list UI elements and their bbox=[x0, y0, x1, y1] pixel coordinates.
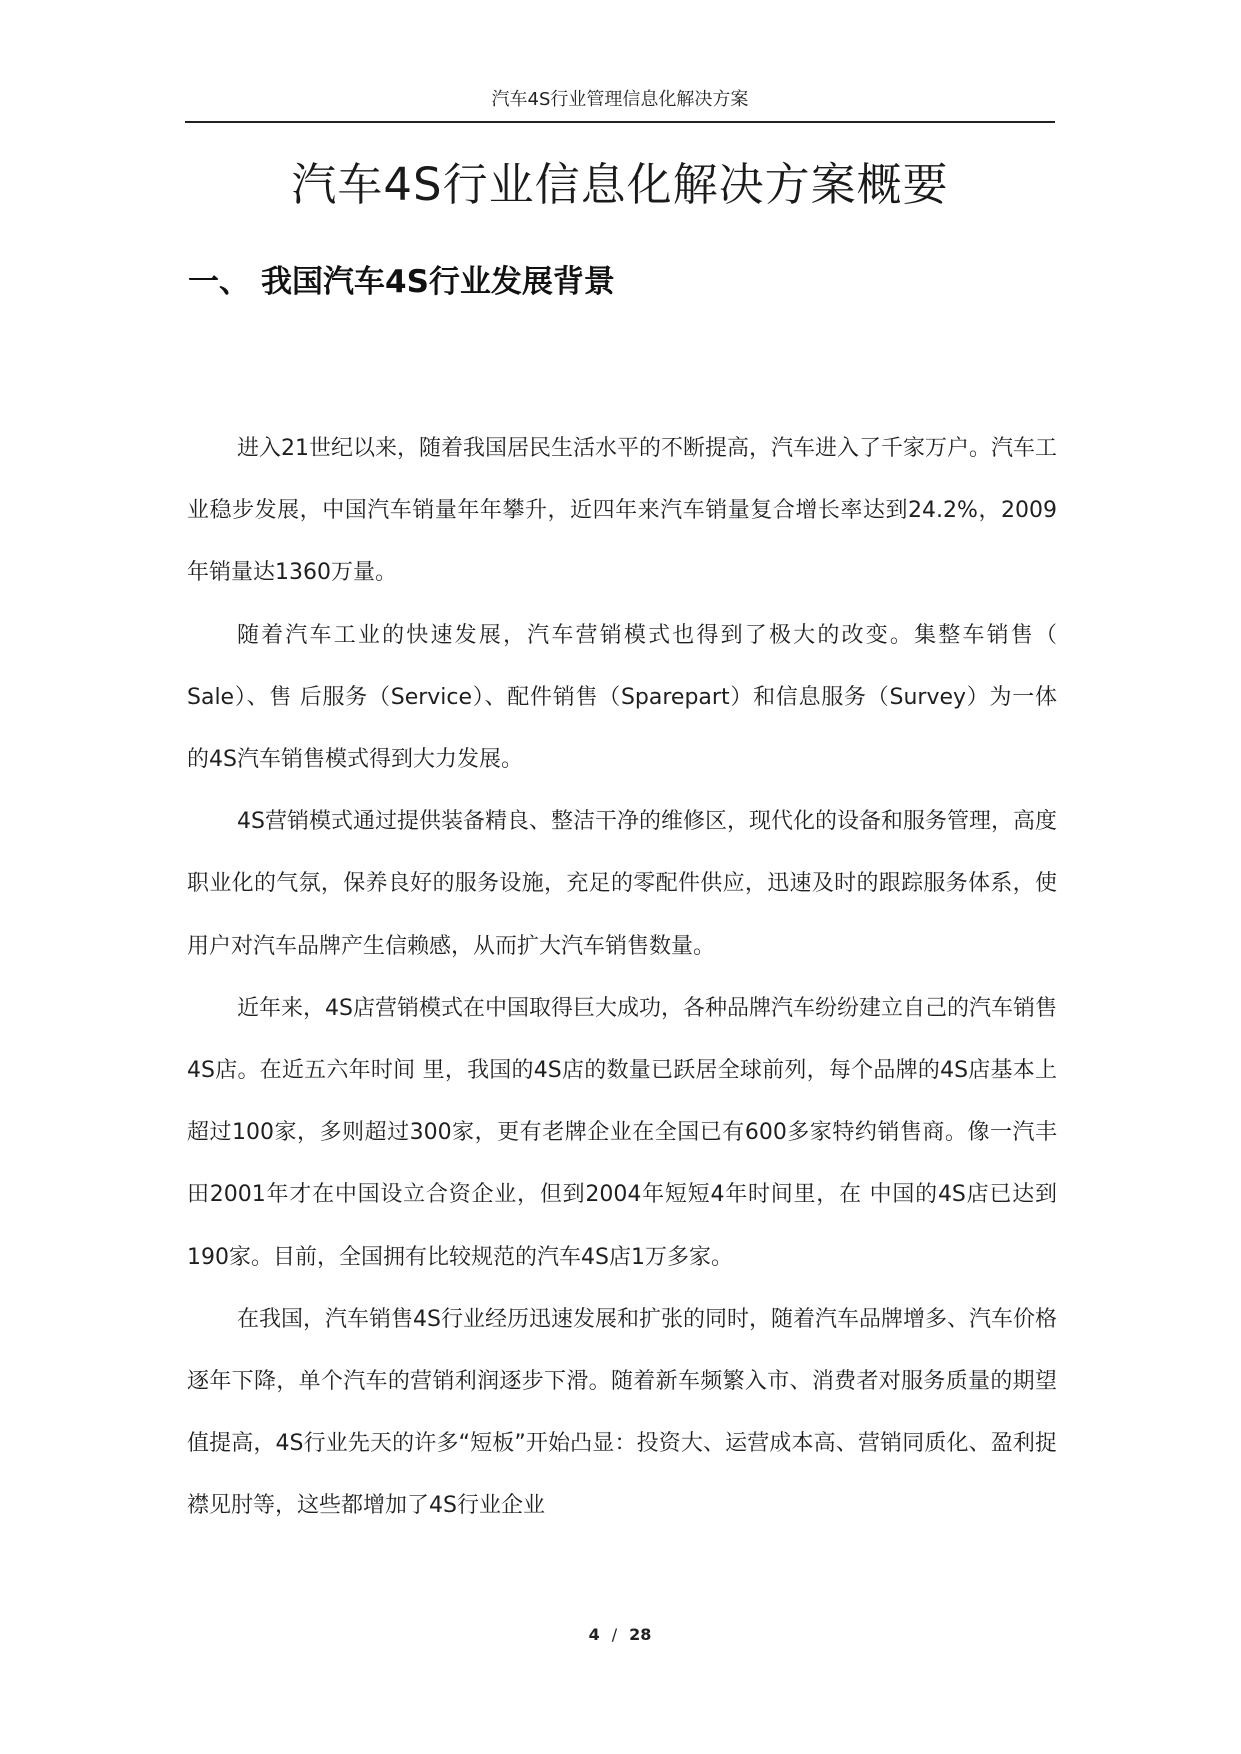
paragraph: 随着汽车工业的快速发展，汽车营销模式也得到了极大的改变。集整车销售（ Sale）、售 后服务（Service）、配件销售（Sparepart）和信息服务（Survey）为一体的4S汽车销售模式得到大力发展。 bbox=[187, 622, 1057, 773]
section-heading bbox=[188, 262, 615, 302]
paragraph: 进入21世纪以来，随着我国居民生活水平的不断提高，汽车进入了千家万户。汽车工业稳步发展，中国汽车销量年年攀升，近四年来汽车销量复合增长率达到24.2%，2009年销量达1360万量。 bbox=[187, 436, 1057, 586]
paragraph: 近年来，4S店营销模式在中国取得巨大成功，各种品牌汽车纷纷建立自己的汽车销售4S店。在近五六年时间 里，我国的4S店的数量已跃居全球前列，每个品牌的4S店基本上超过100家，多则超过300家，更有老牌企业在全国已有600多家特约销售商。像一汽丰田2001年才在中国设立合资企业，但到2004年短短4年时间里，在 中国的4S店已达到190家。目前，全国拥有比较规范的汽车4S店1万多家。 bbox=[187, 995, 1057, 1270]
paragraph: 在我国，汽车销售4S行业经历迅速发展和扩张的同时，随着汽车品牌增多、汽车价格逐年下降，单个汽车的营销利润逐步下滑。随着新车频繁入市、消费者对服务质量的期望值提高，4S行业先天的许多“短板”开始凸显：投资大、运营成本高、营销同质化、盈利捉襟见肘等，这些都增加了4S行业企业 bbox=[187, 1306, 1057, 1519]
page-number bbox=[185, 1624, 1055, 1646]
running-header: 汽车4S行业管理信息化解决方案 bbox=[491, 89, 749, 110]
page-separator: / bbox=[611, 1625, 618, 1644]
paragraph: 4S营销模式通过提供装备精良、整洁干净的维修区，现代化的设备和服务管理，高度职业化的气氛，保养良好的服务设施，充足的零配件供应，迅速及时的跟踪服务体系，使用户对汽车品牌产生信赖感，从而扩大汽车销售数量。 bbox=[187, 809, 1057, 959]
header-divider bbox=[185, 121, 1055, 123]
document-title: 汽车4S行业信息化解决方案概要 bbox=[291, 158, 949, 211]
current-page: 4 bbox=[588, 1625, 600, 1644]
body-text bbox=[187, 418, 1057, 1538]
total-pages: 28 bbox=[629, 1625, 652, 1644]
section-number: 一、 bbox=[188, 264, 250, 300]
section-title: 我国汽车4S行业发展背景 bbox=[261, 264, 615, 300]
